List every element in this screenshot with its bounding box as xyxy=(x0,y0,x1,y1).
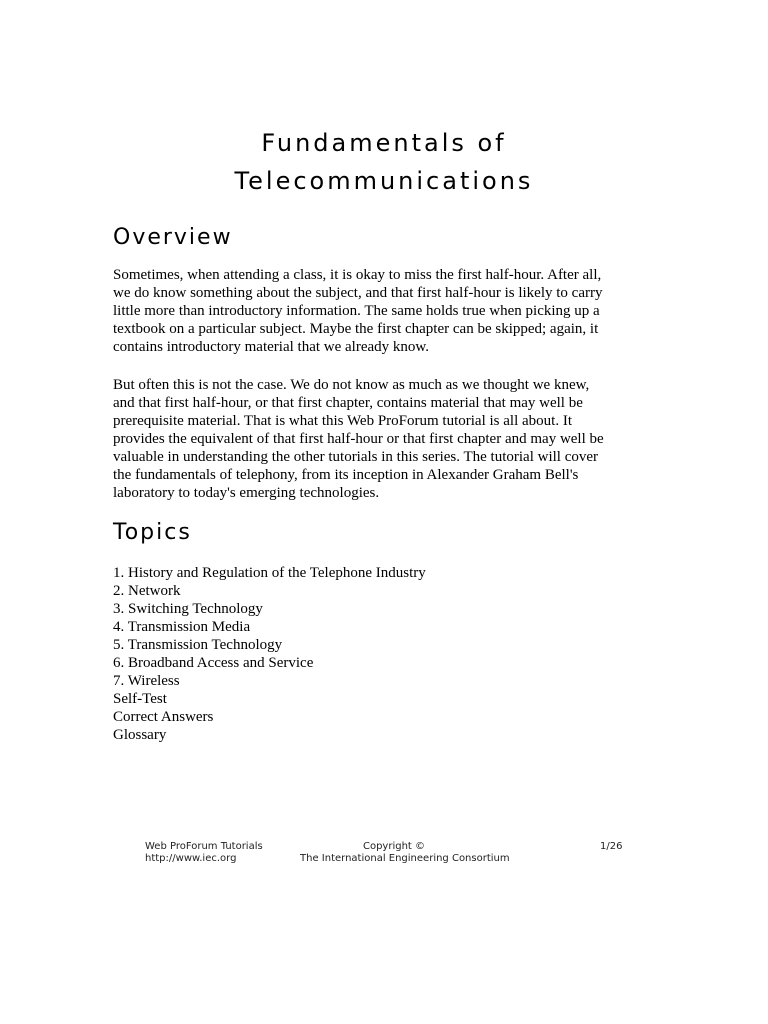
topic-item: 4. Transmission Media xyxy=(113,619,251,635)
topic-item: 2. Network xyxy=(113,583,181,599)
topic-item: 7. Wireless xyxy=(113,673,180,689)
overview-paragraph-2: But often this is not the case. We do not know as much as we thought we knew, and that first half-hour, or that first chapter, contains material that may well be prerequisite material. That is what this Web ProForum tutorial is all about. It provides the equivalent of that first half-hour or that first chapter and may well be valuable in understanding the other tutorials in this series. The tutorial will cover the fundamentals of telephony, from its inception in Alexander Graham Bell's laboratory to today's emerging technologies. xyxy=(113,377,604,501)
footer-copyright xyxy=(300,841,510,865)
topic-item: Correct Answers xyxy=(113,709,214,725)
footer-copyright-line: Copyright © xyxy=(362,841,426,852)
topic-item: 5. Transmission Technology xyxy=(113,637,283,653)
topic-item: 6. Broadband Access and Service xyxy=(113,655,314,671)
overview-paragraph-1: Sometimes, when attending a class, it is okay to miss the first half-hour. After all, we do know something about the subject, and that first half-hour is likely to carry little more than introductory information. The same holds true when picking up a textbook on a particular subject. Maybe the first chapter can be skipped; again, it contains introductory material that we already know. xyxy=(113,267,603,355)
footer-url: http://www.iec.org xyxy=(145,853,237,864)
footer-source xyxy=(145,841,263,865)
title-line-1: Fundamentals of xyxy=(261,129,507,157)
page-number: 1/26 xyxy=(600,841,623,852)
footer-series-name: Web ProForum Tutorials xyxy=(145,841,263,852)
topics-list xyxy=(113,564,426,744)
footer-organization: The International Engineering Consortium xyxy=(300,853,510,864)
overview-heading: Overview xyxy=(113,225,233,250)
topic-item: 3. Switching Technology xyxy=(113,601,263,617)
document-title xyxy=(0,124,768,200)
topics-heading: Topics xyxy=(113,520,192,545)
title-line-2: Telecommunications xyxy=(234,167,534,195)
topic-item: 1. History and Regulation of the Telephone Industry xyxy=(113,565,426,581)
topic-item: Self-Test xyxy=(113,691,167,707)
topic-item: Glossary xyxy=(113,727,167,743)
